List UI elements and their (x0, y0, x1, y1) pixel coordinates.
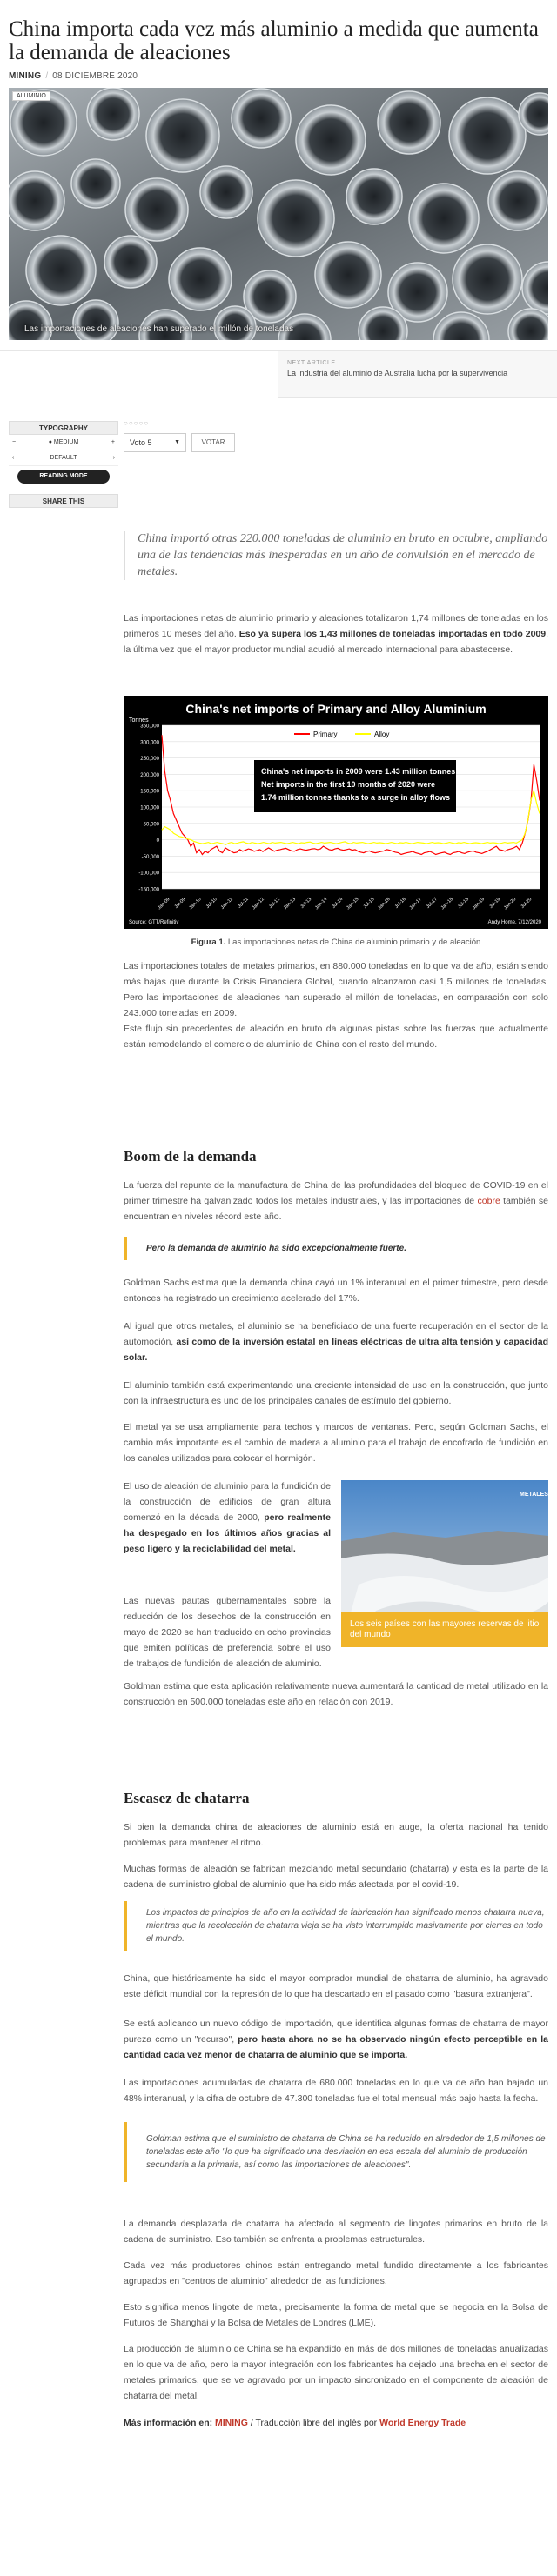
paragraph: Si bien la demanda china de aleaciones de aluminio está en auge, la oferta nacional ha tenido problemas para mantener el ritmo. (124, 1822, 548, 1848)
section-heading: Boom de la demanda (124, 1148, 257, 1165)
font-size-label: ● MEDIUM (48, 439, 79, 445)
font-family-label: DEFAULT (50, 455, 77, 461)
reading-mode-button[interactable]: READING MODE (17, 470, 110, 484)
paragraph: El aluminio también está experimentando una creciente intensidad de uso en la construcción, que junto con la infraestructura es uno de los principales canales de estímulo del gobierno. (124, 1380, 548, 1406)
pull-quote: Pero la demanda de aluminio ha sido excepcionalmente fuerte. (124, 1237, 548, 1260)
paragraph: Al igual que otros metales, el aluminio se ha beneficiado de una fuerte recuperación en el sector de la automoción, así como de la inversión estatal en líneas eléctricas de ultra alta tensión y capacidad solar. (124, 1321, 548, 1363)
decrease-size-button[interactable]: − (12, 439, 17, 445)
x-tick-label: Jul-11 (237, 897, 250, 910)
source-link[interactable]: MINING (215, 2418, 248, 2428)
y-tick-label: -150,000 (138, 887, 159, 893)
chart-net-imports (124, 696, 548, 929)
x-tick-label: Jan-15 (346, 897, 360, 911)
paragraph: La producción de aluminio de China se ha expandido en más de dos millones de toneladas anualizadas en lo que va de año, pero la mayor integración con los fabricantes ha dejado una brecha en el sector de metales primarios, que se ve agravado por un impacto sincronizado en el componente de aleación de chatarra del metal. (124, 2344, 548, 2401)
paragraph: El uso de aleación de aluminio para la fundición de la construcción de edificios de gran altura comenzó en la década de 2000, pero realmente ha despegado en los últimos años gracias al peso ligero y la reciclabilidad del metal. (124, 1481, 331, 1554)
x-tick-label: Jul-15 (362, 897, 376, 911)
chart-title: China's net imports of Primary and Alloy Aluminium (185, 702, 487, 716)
y-tick-label: 100,000 (140, 805, 159, 811)
paragraph: La demanda desplazada de chatarra ha afectado al segmento de lingotes primarios en bruto de la cadena de suministro. Eso también se enfrenta a problemas estructurales. (124, 2219, 548, 2245)
line-chart (124, 696, 548, 929)
y-axis-label: Tonnes (129, 717, 149, 724)
paragraph: Se está aplicando un nuevo código de importación, que identifica algunas formas de chatarra de mayor pureza como un "recurso", pero hasta ahora no se ha observado ningún efecto perceptible en la cantidad cada vez menor de chatarra de aluminio que se importa. (124, 2019, 548, 2060)
typography-button[interactable]: TYPOGRAPHY (9, 421, 118, 435)
source-line: Más información en: MINING / Traducción libre del inglés por World Energy Trade (124, 2418, 466, 2428)
y-tick-label: 350,000 (140, 724, 159, 730)
vote-button[interactable]: VOTAR (191, 433, 235, 452)
annotation-line: China's net imports in 2009 were 1.43 million tonnes (261, 767, 456, 776)
x-tick-label: Jan-10 (188, 897, 203, 911)
x-tick-label: Jul-18 (457, 897, 471, 911)
x-tick-label: Jul-10 (205, 897, 218, 911)
paragraph: Las nuevas pautas gubernamentales sobre la reducción de los desechos de la construcción en mayo de 2020 se han traducido en ocho provincias que emiten políticas de preferencia sobre el uso de trabajos de fundición de aleación de aluminio. (124, 1596, 331, 1669)
pull-quote: Goldman estima que el suministro de chatarra de China se ha reducido en alrededor de 1,5 millones de toneladas este año "lo que ha significado una desviación en esa escala del aluminio de producción secundaria a la primaria, así como las importaciones de aleaciones". (124, 2122, 548, 2182)
rating-stars[interactable]: ○○○○○ (124, 419, 150, 427)
meta-separator: / (45, 71, 49, 81)
x-tick-label: Jul-14 (331, 897, 345, 911)
x-tick-label: Jan-19 (471, 897, 487, 911)
x-tick-label: Jan-18 (440, 897, 454, 911)
y-tick-label: 200,000 (140, 772, 159, 778)
chevron-down-icon: ▼ (174, 439, 180, 445)
x-tick-label: Jan-20 (503, 897, 518, 911)
x-tick-label: Jan-09 (157, 897, 171, 911)
x-tick-label: Jan-12 (251, 897, 265, 911)
article-date: 08 DICIEMBRE 2020 (52, 71, 138, 81)
annotation-line: 1.74 million tonnes thanks to a surge in alloy flows (261, 793, 451, 802)
copper-link[interactable]: cobre (477, 1196, 500, 1206)
article-lead: China importó otras 220.000 toneladas de aluminio en bruto en octubre, ampliando una de las tendencias más inesperadas en un año de convulsión en el mercado de metales. (124, 531, 548, 580)
pull-quote: Los impactos de principios de año en la actividad de fabricación han significado menos chatarra nueva, mientras que la recolección de chatarra vieja se ha visto interrumpido masivamente por cierres en todo el mundo. (124, 1901, 548, 1951)
legend-label: Alloy (374, 731, 390, 738)
vote-select-value: Voto 5 (130, 438, 152, 447)
y-tick-label: -50,000 (141, 854, 159, 860)
y-tick-label: -100,000 (138, 871, 159, 877)
salt-image-caption: Los seis países con las mayores reservas de litio del mundo (341, 1612, 548, 1647)
paragraph: Cada vez más productores chinos están entregando metal fundido directamente a los fabricantes agrupados en "centros de aluminio" alrededor de las fundiciones. (124, 2260, 548, 2286)
y-tick-label: 300,000 (140, 740, 159, 746)
x-tick-label: Jan-17 (408, 897, 423, 911)
y-tick-label: 50,000 (143, 822, 159, 828)
watermark: METALES (520, 1492, 548, 1498)
figure-caption: Figura 1. Las importaciones netas de China de aluminio primario y de aleación (191, 938, 481, 947)
x-tick-label: Jan-13 (282, 897, 298, 911)
paragraph: Las importaciones acumuladas de chatarra de 680.000 toneladas en lo que va de año han bajado un 48% interanual, y la cifra de octubre de 47.300 toneladas fue el total mensual más bajo hasta la fecha. (124, 2078, 548, 2104)
paragraph: Muchas formas de aleación se fabrican mezclando metal secundario (chatarra) y esta es la parte de la cadena de suministro global de aluminio que ha sido más afectada por el covid-19. (124, 1864, 548, 1890)
section-heading: Escasez de chatarra (124, 1790, 250, 1806)
x-tick-label: Jul-20 (520, 897, 534, 911)
x-tick-label: Jul-16 (393, 897, 407, 911)
next-article-label: NEXT ARTICLE (287, 360, 336, 366)
prev-font-icon[interactable]: ‹ (12, 455, 15, 461)
paragraph: Las importaciones netas de aluminio primario y aleaciones totalizaron 1,74 millones de toneladas en los primeros 10 meses del año. Eso ya supera los 1,43 millones de toneladas importadas en todo 2009, la última vez que el mayor productor mundial acudió al mercado internacional para abastecerse. (124, 613, 549, 655)
annotation-line: Net imports in the first 10 months of 2020 were (261, 780, 436, 789)
x-tick-label: Jan-14 (314, 897, 329, 911)
legend-label: Primary (313, 731, 338, 738)
x-tick-label: Jul-13 (299, 897, 313, 911)
paragraph: El metal ya se usa ampliamente para techos y marcos de ventanas. Pero, según Goldman Sachs, el cambio más importante es el cambio de madera a aluminio para el trabajo de encofrado de fundición en los canales utilizados para colocar el hormigón. (124, 1422, 548, 1464)
x-tick-label: Jan-16 (377, 897, 392, 911)
category-tag[interactable]: ALUMINIO (12, 91, 50, 101)
y-tick-label: 250,000 (140, 757, 159, 763)
chart-author: Andy Home, 7/12/2020 (487, 920, 541, 925)
paragraph: La fuerza del repunte de la manufactura de China de las profundidades del bloqueo de COVID-19 en el primer trimestre ha galvanizado todos los metales industriales, y las importaciones de cobre también se encuentran en niveles récord este año. (124, 1180, 549, 1222)
paragraph: Las importaciones totales de metales primarios, en 880.000 toneladas en lo que va de año, están siendo más bajas que durante la Crisis Financiera Global, cuando alcanzaron casi 1,5 millones de toneladas. Pero las importaciones de aleaciones han superado el millón de toneladas, en comparación con solo 243.000 toneladas en 2009. (124, 961, 548, 1018)
paragraph: China, que históricamente ha sido el mayor comprador mundial de chatarra de aluminio, ha agravado este déficit mundial con la represión de lo que ha descartado en el pasado como "basura extranjera". (124, 1973, 548, 1999)
salt-flats-image[interactable] (341, 1480, 548, 1647)
x-tick-label: Jul-19 (488, 897, 502, 911)
y-tick-label: 0 (156, 838, 159, 844)
paragraph: Este flujo sin precedentes de aleación en bruto da algunas pistas sobre las fuerzas que actualmente están remodelando el comercio de aluminio de China con el resto del mundo. (124, 1024, 548, 1050)
paragraph: Esto significa menos lingote de metal, precisamente la forma de metal que se negocia en la Bolsa de Futuros de Shanghai y la Bolsa de Metales de Londres (LME). (124, 2302, 548, 2328)
hero-caption: Las importaciones de aleaciones han superado el millón de toneladas (24, 324, 294, 334)
paragraph: Goldman Sachs estima que la demanda china cayó un 1% interanual en el primer trimestre, pero desde entonces ha registrado un crecimiento acelerado del 17%. (124, 1278, 548, 1304)
category-link[interactable]: MINING (9, 71, 42, 81)
share-button[interactable]: SHARE THIS (9, 494, 118, 508)
paragraph: Goldman estima que esta aplicación relativamente nueva aumentará la cantidad de metal utilizado en la construcción en 500.000 toneladas este año en relación con 2019. (124, 1681, 548, 1707)
increase-size-button[interactable]: + (111, 439, 115, 445)
translator-link[interactable]: World Energy Trade (379, 2418, 466, 2428)
next-article-title[interactable]: La industria del aluminio de Australia lucha por la supervivencia (287, 369, 508, 377)
x-tick-label: Jul-12 (268, 897, 282, 911)
x-tick-label: Jul-17 (426, 897, 439, 911)
y-tick-label: 150,000 (140, 789, 159, 795)
next-font-icon[interactable]: › (112, 455, 115, 461)
x-tick-label: Jan-11 (219, 897, 234, 911)
article-title: China importa cada vez más aluminio a medida que aumenta la demanda de aleaciones (9, 17, 539, 64)
x-tick-label: Jul-09 (173, 897, 187, 911)
chart-source: Source: GTT/Refinitiv (129, 920, 179, 925)
